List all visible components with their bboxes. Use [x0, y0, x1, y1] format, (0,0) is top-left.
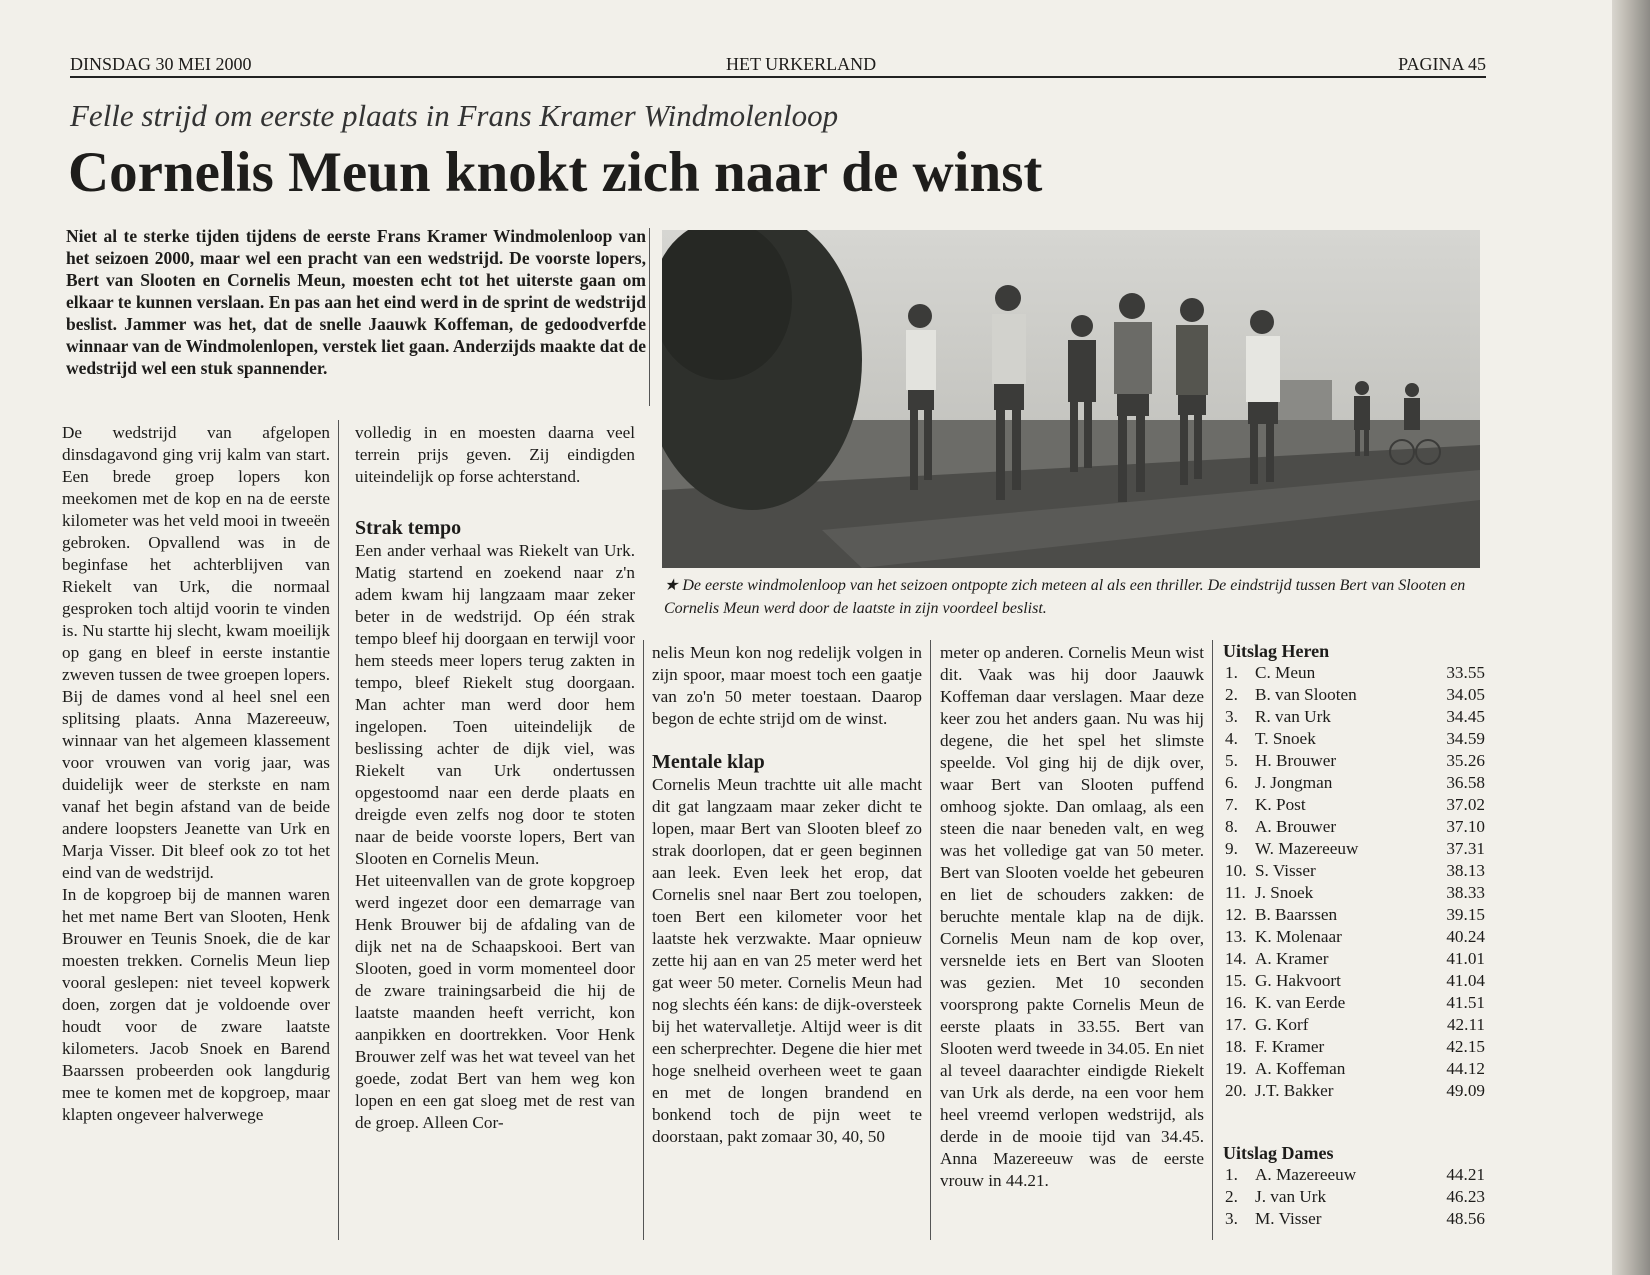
result-row	[1223, 992, 1485, 1014]
result-row	[1223, 1080, 1485, 1102]
result-row	[1223, 662, 1485, 684]
masthead-date: DINSDAG 30 MEI 2000	[70, 54, 252, 74]
result-row	[1223, 1208, 1485, 1230]
results-heren	[1223, 640, 1485, 1102]
race-photo	[662, 230, 1480, 568]
result-name: C. Meun	[1255, 663, 1316, 682]
result-name: G. Korf	[1255, 1015, 1309, 1034]
result-rank: 18.	[1225, 1037, 1247, 1056]
result-time: 37.02	[1446, 795, 1485, 814]
result-name: T. Snoek	[1255, 729, 1316, 748]
article-headline: Cornelis Meun knokt zich naar de winst	[68, 141, 1043, 204]
result-rank: 12.	[1225, 905, 1247, 924]
result-rank: 19.	[1225, 1059, 1247, 1078]
column-rule	[1212, 640, 1213, 1240]
result-name: K. Post	[1255, 795, 1306, 814]
result-rank: 2.	[1225, 1187, 1238, 1206]
result-rank: 8.	[1225, 817, 1238, 836]
result-rank: 1.	[1225, 663, 1238, 682]
result-time: 44.12	[1446, 1059, 1485, 1078]
result-name: F. Kramer	[1255, 1037, 1325, 1056]
result-row	[1223, 904, 1485, 926]
result-time: 36.58	[1446, 773, 1485, 792]
paragraph: De wedstrijd van afgelopen dinsdagavond ging vrij kalm van start. Een brede groep lopers kon meekomen met de kop en na de eerste kilometer was het veld mooi in tweeën gebroken. Opvallend was in de beginfase het achterblijven van Riekelt van Urk, die normaal gesproken toch altijd voorin te vinden is. Nu startte hij slecht, kwam moeilijk op gang en bleef in eerste instantie zweven tussen de twee groepen lopers. Bij de dames vond al heel snel een splitsing plaats. Anna Mazereeuw, winnaar van het algemeen klassement voor vrouwen van vorig jaar, was duidelijk weer de sterkste en nam vanaf het begin afstand van de beide andere loopsters Jeanette van Urk en Marja Visser. Dit bleef ook zo tot het eind van de wedstrijd.	[62, 423, 330, 882]
result-row	[1223, 684, 1485, 706]
column-rule	[643, 640, 644, 1240]
result-name: M. Visser	[1255, 1209, 1322, 1228]
article-kicker: Felle strijd om eerste plaats in Frans Kramer Windmolenloop	[70, 98, 839, 133]
result-time: 33.55	[1446, 663, 1485, 682]
result-time: 37.10	[1446, 817, 1485, 836]
photo-caption: ★ De eerste windmolenloop van het seizoen ontpopte zich meteen al als een thriller. De eindstrijd tussen Bert van Slooten en Cornelis Meun werd door de laatste in zijn voordeel beslist.	[664, 577, 1466, 617]
result-name: A. Brouwer	[1255, 817, 1337, 836]
result-time: 41.51	[1446, 993, 1485, 1012]
result-time: 39.15	[1446, 905, 1485, 924]
result-time: 38.13	[1446, 861, 1485, 880]
result-row	[1223, 838, 1485, 860]
result-name: J. van Urk	[1255, 1187, 1327, 1206]
result-name: A. Mazereeuw	[1255, 1165, 1357, 1184]
result-time: 46.23	[1446, 1187, 1485, 1206]
result-rank: 17.	[1225, 1015, 1247, 1034]
result-row	[1223, 750, 1485, 772]
result-row	[1223, 1058, 1485, 1080]
result-rank: 4.	[1225, 729, 1238, 748]
column-rule	[338, 420, 339, 1240]
result-name: A. Koffeman	[1255, 1059, 1346, 1078]
result-rank: 10.	[1225, 861, 1247, 880]
article-column-2	[355, 422, 635, 1134]
result-name: R. van Urk	[1255, 707, 1331, 726]
result-row	[1223, 1186, 1485, 1208]
result-time: 41.01	[1446, 949, 1485, 968]
result-time: 34.59	[1446, 729, 1485, 748]
result-rank: 20.	[1225, 1081, 1247, 1100]
paragraph: volledig in en moesten daarna veel terrein prijs geven. Zij eindigden uiteindelijk op forse achterstand.	[355, 423, 635, 486]
paragraph: Het uiteenvallen van de grote kopgroep werd ingezet door een demarrage van Henk Brouwer bij de afdaling van de dijk net na de Schaapskooi. Bert van Slooten, goed in vorm momenteel door de zware trainingsarbeid die hij de laatste maanden heeft verricht, kon aanpikken en doortrekken. Voor Henk Brouwer zelf was het wat teveel van het goede, zodat Bert van hem weg kon lopen en een gat sloeg met de rest van de groep. Alleen Cor-	[355, 871, 635, 1132]
result-rank: 1.	[1225, 1165, 1238, 1184]
result-rank: 16.	[1225, 993, 1247, 1012]
article-column-3	[652, 642, 922, 1148]
article-column-4	[940, 642, 1204, 1192]
results-heren-title: Uitslag Heren	[1223, 641, 1330, 661]
result-rank: 13.	[1225, 927, 1247, 946]
subheading-mentale-klap: Mentale klap	[652, 751, 765, 773]
result-name: G. Hakvoort	[1255, 971, 1341, 990]
result-row	[1223, 706, 1485, 728]
result-name: K. van Eerde	[1255, 993, 1346, 1012]
result-name: J. Snoek	[1255, 883, 1314, 902]
result-rank: 3.	[1225, 1209, 1238, 1228]
column-rule	[649, 228, 650, 406]
page-edge	[1612, 0, 1650, 1275]
paragraph: Cornelis Meun trachtte uit alle macht dit gat langzaam maar zeker dicht te lopen, maar Bert van Slooten bleef zo strak doorlopen, dat er geen beginnen aan leek. Even leek het erop, dat Cornelis snel naar Bert zou toelopen, toen Bert een kilometer voor het laatste hek verzwakte. Maar opnieuw zette hij aan en van 25 meter werd het gat weer 50 meter. Cornelis Meun had nog slechts één kans: de dijk-oversteek bij het watervalletje. Altijd weer is dit een scherprechter. Degene die hier met hoge snelheid overheen weet te gaan en met de longen brandend en bonkend toch de pijn weet te doorstaan, pakt zomaar 30, 40, 50	[652, 775, 922, 1146]
result-rank: 2.	[1225, 685, 1238, 704]
result-time: 34.05	[1446, 685, 1485, 704]
result-row	[1223, 728, 1485, 750]
result-name: B. Baarssen	[1255, 905, 1338, 924]
result-rank: 9.	[1225, 839, 1238, 858]
result-name: J.T. Bakker	[1255, 1081, 1334, 1100]
result-row	[1223, 882, 1485, 904]
results-heren-list	[1223, 662, 1485, 1102]
masthead	[70, 50, 1486, 78]
result-name: K. Molenaar	[1255, 927, 1342, 946]
result-time: 42.15	[1446, 1037, 1485, 1056]
result-name: H. Brouwer	[1255, 751, 1337, 770]
result-name: B. van Slooten	[1255, 685, 1357, 704]
result-time: 44.21	[1446, 1165, 1485, 1184]
result-rank: 15.	[1225, 971, 1247, 990]
paragraph: meter op anderen. Cornelis Meun wist dit. Vaak was hij door Jaauwk Koffeman daar verslagen. Maar deze keer zou het anders gaan. Nu was hij degene, die het spel het slimste speelde. Vol ging hij de dijk over, waar Bert van Slooten puffend omhoog sjokte. Dan omlaag, als een steen die naar beneden valt, en weg was het volledige gat van 50 meter. Bert van Slooten voelde het gebeuren en liet de schouders zakken: de beruchte mentale klap na de dijk. Cornelis Meun nam de kop over, versnelde iets en Bert van Slooten was gezien. Met 10 seconden voorsprong pakte Cornelis Meun de eerste plaats in 33.55. Bert van Slooten werd tweede in 34.05. En niet al teveel daarachter eindigde Riekelt van Urk als derde, na een voor hem heel vreemd verlopen wedstrijd, als derde in de mooie tijd van 34.45. Anna Mazereeuw was de eerste vrouw in 44.21.	[940, 643, 1204, 1190]
article-lead: Niet al te sterke tijden tijdens de eerste Frans Kramer Windmolenloop van het seizoen 2000, maar wel een pracht van een wedstrijd. De voorste lopers, Bert van Slooten en Cornelis Meun, moesten echt tot het uiterste gaan om elkaar te kunnen verslaan. En pas aan het eind werd in de sprint de wedstrijd beslist. Jammer was het, dat de snelle Jaauwk Koffeman, de gedoodverfde winnaar van de Windmolenlopen, verstek liet gaan. Anderzijds maakte dat de wedstrijd wel een stuk spannender.	[66, 226, 646, 378]
result-time: 37.31	[1446, 839, 1485, 858]
result-row	[1223, 926, 1485, 948]
result-time: 41.04	[1446, 971, 1485, 990]
result-name: S. Visser	[1255, 861, 1316, 880]
result-row	[1223, 948, 1485, 970]
result-time: 38.33	[1446, 883, 1485, 902]
masthead-paper-name: HET URKERLAND	[726, 54, 877, 74]
result-name: J. Jongman	[1255, 773, 1333, 792]
result-row	[1223, 1164, 1485, 1186]
result-rank: 5.	[1225, 751, 1238, 770]
result-row	[1223, 816, 1485, 838]
result-time: 42.11	[1446, 1015, 1485, 1034]
result-time: 48.56	[1446, 1209, 1485, 1228]
result-time: 34.45	[1446, 707, 1485, 726]
result-row	[1223, 772, 1485, 794]
result-row	[1223, 1014, 1485, 1036]
results-dames-title: Uitslag Dames	[1223, 1143, 1334, 1163]
result-row	[1223, 860, 1485, 882]
result-row	[1223, 1036, 1485, 1058]
result-rank: 14.	[1225, 949, 1247, 968]
runners-illustration	[662, 230, 1480, 568]
paragraph: Een ander verhaal was Riekelt van Urk. Matig startend en zoekend naar z'n adem kwam hij langzaam maar zeker beter in de wedstrijd. Op één strak tempo bleef hij doorgaan en terwijl voor hem steeds meer lopers terug zakten in tempo, bleef Riekelt stug doorgaan. Man achter man werd door hem ingelopen. Toen uiteindelijk de beslissing achter de dijk viel, was Riekelt van Urk ondertussen opgestoomd naar een derde plaats en dreigde even zelfs nog door te stoten naar de beide voorste lopers, Bert van Slooten en Cornelis Meun.	[355, 541, 635, 868]
result-row	[1223, 970, 1485, 992]
result-row	[1223, 794, 1485, 816]
result-time: 40.24	[1446, 927, 1485, 946]
masthead-page-number: PAGINA 45	[1398, 54, 1486, 74]
subheading-strak-tempo: Strak tempo	[355, 517, 462, 539]
results-dames-list	[1223, 1164, 1485, 1230]
result-time: 49.09	[1446, 1081, 1485, 1100]
paragraph: In de kopgroep bij de mannen waren het met name Bert van Slooten, Henk Brouwer en Teunis Snoek, die de kar moesten trekken. Cornelis Meun liep vooral geslepen: niet teveel kopwerk doen, zorgen dat je voldoende over houdt voor de zware laatste kilometers. Jacob Snoek en Barend Baarssen probeerden ook langdurig mee te komen met de kopgroep, maar klapten ongeveer halverwege	[62, 885, 330, 1124]
result-rank: 11.	[1225, 883, 1246, 902]
result-rank: 6.	[1225, 773, 1238, 792]
paragraph: nelis Meun kon nog redelijk volgen in zijn spoor, maar moest toch een gaatje van zo'n 50 meter toestaan. Daarop begon de echte strijd om de winst.	[652, 643, 922, 728]
result-name: W. Mazereeuw	[1255, 839, 1359, 858]
article-column-1	[62, 422, 330, 1126]
result-time: 35.26	[1446, 751, 1485, 770]
results-dames	[1223, 1142, 1485, 1230]
result-name: A. Kramer	[1255, 949, 1329, 968]
column-rule	[930, 640, 931, 1240]
result-rank: 3.	[1225, 707, 1238, 726]
result-rank: 7.	[1225, 795, 1238, 814]
